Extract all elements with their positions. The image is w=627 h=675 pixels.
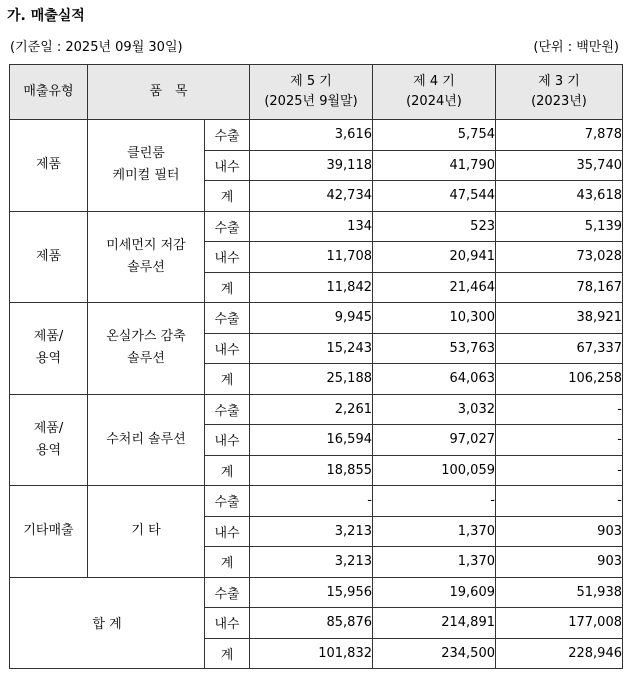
value-cell: 100,059 bbox=[373, 455, 496, 486]
value-cell: 41,790 bbox=[373, 150, 496, 181]
value-cell: - bbox=[496, 425, 623, 456]
value-cell: 21,464 bbox=[373, 272, 496, 303]
value-cell: - bbox=[496, 394, 623, 425]
sales-type-cell: 계 bbox=[205, 455, 250, 486]
total-row bbox=[10, 577, 623, 608]
sales-type-cell: 수출 bbox=[205, 394, 250, 425]
total-value-cell: 228,946 bbox=[496, 638, 623, 669]
total-value-cell: 214,891 bbox=[373, 608, 496, 639]
value-cell: 5,139 bbox=[496, 211, 623, 242]
header-item: 품 목 bbox=[88, 65, 250, 120]
value-cell: 9,945 bbox=[250, 303, 373, 334]
value-cell: 3,213 bbox=[250, 547, 373, 578]
total-label: 합 계 bbox=[10, 577, 205, 669]
value-cell: - bbox=[250, 486, 373, 517]
header-category: 매출유형 bbox=[10, 65, 88, 120]
value-cell: - bbox=[373, 486, 496, 517]
value-cell: 10,300 bbox=[373, 303, 496, 334]
table-row bbox=[10, 303, 623, 334]
total-value-cell: 101,832 bbox=[250, 638, 373, 669]
total-value-cell: 51,938 bbox=[496, 577, 623, 608]
sales-type-cell: 계 bbox=[205, 181, 250, 212]
product-item-cell: 미세먼지 저감 솔루션 bbox=[88, 211, 205, 303]
header-row bbox=[10, 65, 623, 120]
total-value-cell: 234,500 bbox=[373, 638, 496, 669]
table-row bbox=[10, 486, 623, 517]
header-period-4: 제 4 기 (2024년) bbox=[373, 65, 496, 120]
sales-type-cell: 계 bbox=[205, 547, 250, 578]
sales-category-cell: 제품/ 용역 bbox=[10, 303, 88, 395]
sales-type-cell: 내수 bbox=[205, 608, 250, 639]
value-cell: 523 bbox=[373, 211, 496, 242]
value-cell: 1,370 bbox=[373, 516, 496, 547]
value-cell: 39,118 bbox=[250, 150, 373, 181]
value-cell: 35,740 bbox=[496, 150, 623, 181]
unit-label: (단위 : 백만원) bbox=[533, 40, 619, 55]
total-value-cell: 177,008 bbox=[496, 608, 623, 639]
sales-type-cell: 수출 bbox=[205, 120, 250, 151]
value-cell: 53,763 bbox=[373, 333, 496, 364]
sales-category-cell: 기타매출 bbox=[10, 486, 88, 578]
value-cell: 15,243 bbox=[250, 333, 373, 364]
value-cell: 20,941 bbox=[373, 242, 496, 273]
sales-type-cell: 수출 bbox=[205, 211, 250, 242]
product-item-cell: 온실가스 감축 솔루션 bbox=[88, 303, 205, 395]
value-cell: 134 bbox=[250, 211, 373, 242]
total-value-cell: 19,609 bbox=[373, 577, 496, 608]
table-row bbox=[10, 211, 623, 242]
basis-date: (기준일 : 2025년 09월 30일) bbox=[10, 40, 183, 55]
sales-type-cell: 계 bbox=[205, 638, 250, 669]
value-cell: 64,063 bbox=[373, 364, 496, 395]
sales-type-cell: 내수 bbox=[205, 333, 250, 364]
sales-type-cell: 수출 bbox=[205, 303, 250, 334]
sales-type-cell: 수출 bbox=[205, 577, 250, 608]
table-body bbox=[10, 120, 623, 669]
value-cell: 38,921 bbox=[496, 303, 623, 334]
value-cell: 3,616 bbox=[250, 120, 373, 151]
header-period-5: 제 5 기 (2025년 9월말) bbox=[250, 65, 373, 120]
value-cell: 43,618 bbox=[496, 181, 623, 212]
value-cell: 25,188 bbox=[250, 364, 373, 395]
value-cell: 73,028 bbox=[496, 242, 623, 273]
sales-table bbox=[9, 64, 623, 669]
value-cell: 903 bbox=[496, 547, 623, 578]
value-cell: 67,337 bbox=[496, 333, 623, 364]
value-cell: 1,370 bbox=[373, 547, 496, 578]
sales-type-cell: 수출 bbox=[205, 486, 250, 517]
value-cell: 18,855 bbox=[250, 455, 373, 486]
total-value-cell: 15,956 bbox=[250, 577, 373, 608]
product-item-cell: 기 타 bbox=[88, 486, 205, 578]
value-cell: 903 bbox=[496, 516, 623, 547]
header-period-3: 제 3 기 (2023년) bbox=[496, 65, 623, 120]
sales-type-cell: 계 bbox=[205, 272, 250, 303]
sales-category-cell: 제품 bbox=[10, 211, 88, 303]
sales-type-cell: 계 bbox=[205, 364, 250, 395]
sales-type-cell: 내수 bbox=[205, 516, 250, 547]
sales-type-cell: 내수 bbox=[205, 242, 250, 273]
product-item-cell: 클린룸 케미컬 필터 bbox=[88, 120, 205, 212]
value-cell: 47,544 bbox=[373, 181, 496, 212]
value-cell: 97,027 bbox=[373, 425, 496, 456]
product-item-cell: 수처리 솔루션 bbox=[88, 394, 205, 486]
value-cell: 7,878 bbox=[496, 120, 623, 151]
value-cell: 2,261 bbox=[250, 394, 373, 425]
sales-category-cell: 제품/ 용역 bbox=[10, 394, 88, 486]
value-cell: 78,167 bbox=[496, 272, 623, 303]
value-cell: 16,594 bbox=[250, 425, 373, 456]
value-cell: 42,734 bbox=[250, 181, 373, 212]
value-cell: - bbox=[496, 455, 623, 486]
value-cell: 11,708 bbox=[250, 242, 373, 273]
value-cell: 3,032 bbox=[373, 394, 496, 425]
sales-category-cell: 제품 bbox=[10, 120, 88, 212]
value-cell: - bbox=[496, 486, 623, 517]
value-cell: 11,842 bbox=[250, 272, 373, 303]
sales-type-cell: 내수 bbox=[205, 150, 250, 181]
value-cell: 106,258 bbox=[496, 364, 623, 395]
value-cell: 3,213 bbox=[250, 516, 373, 547]
sales-type-cell: 내수 bbox=[205, 425, 250, 456]
table-row bbox=[10, 120, 623, 151]
section-title: 가. 매출실적 bbox=[7, 8, 85, 24]
value-cell: 5,754 bbox=[373, 120, 496, 151]
table-row bbox=[10, 394, 623, 425]
total-value-cell: 85,876 bbox=[250, 608, 373, 639]
